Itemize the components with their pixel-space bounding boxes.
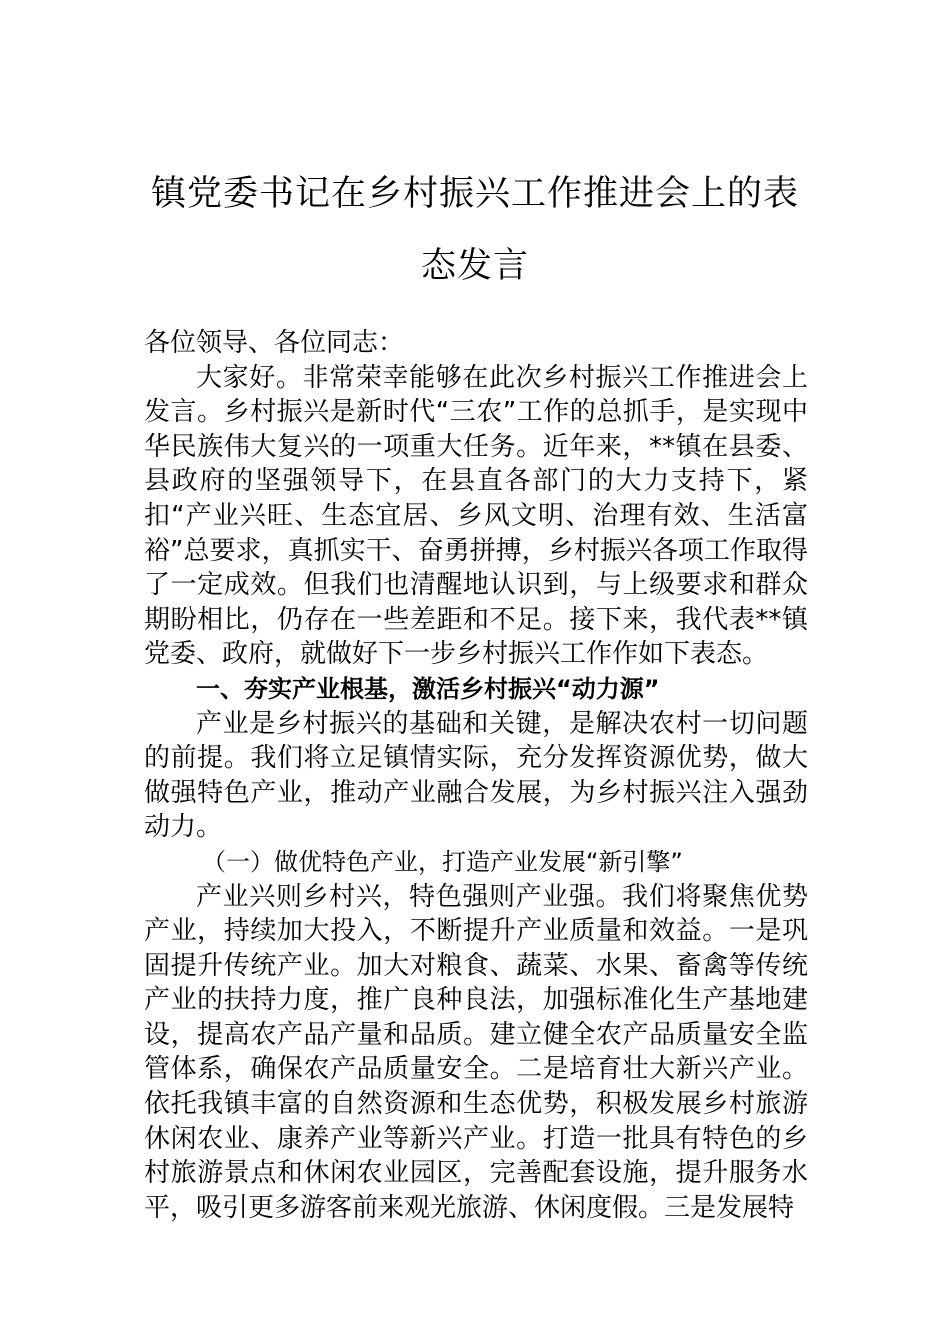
salutation: 各位领导、各位同志： <box>144 328 405 358</box>
document-body <box>144 326 808 1225</box>
paragraph-intro: 大家好。非常荣幸能够在此次乡村振兴工作推进会上发言。乡村振兴是新时代“三农”工作的总抓手，是实现中华民族伟大复兴的一项重大任务。近年来，**镇在县委、县政府的坚强领导下，在县直各部门的大力支持下，紧扣“产业兴旺、生态宜居、乡风文明、治理有效、生活富裕”总要求，真抓实干、奋勇拼搏，乡村振兴各项工作取得了一定成效。但我们也清醒地认识到，与上级要求和群众期盼相比，仍存在一些差距和不足。接下来，我代表**镇党委、政府，就做好下一步乡村振兴工作作如下表态。 <box>144 362 808 670</box>
paragraph-subsection-1-1: 产业兴则乡村兴，特色强则产业强。我们将聚焦优势产业，持续加大投入，不断提升产业质量和效益。一是巩固提升传统产业。加大对粮食、蔬菜、水果、畜禽等传统产业的扶持力度，推广良种良法，加强标准化生产基地建设，提高农产品产量和品质。建立健全农产品质量安全监管体系，确保农产品质量安全。二是培育壮大新兴产业。依托我镇丰富的自然资源和生态优势，积极发展乡村旅游休闲农业、康养产业等新兴产业。打造一批具有特色的乡村旅游景点和休闲农业园区，完善配套设施，提升服务水平，吸引更多游客前来观光旅游、休闲度假。三是发展特 <box>144 881 808 1223</box>
document-title-line-2: 态发言 <box>420 246 529 286</box>
section-heading-1: 一、夯实产业根基，激活乡村振兴“动力源” <box>196 674 660 703</box>
document-title-line-1: 镇党委书记在乡村振兴工作推进会上的表 <box>150 174 799 214</box>
paragraph-section-1: 产业是乡村振兴的基础和关键，是解决农村一切问题的前提。我们将立足镇情实际，充分发挥资源优势，做大做强特色产业，推动产业融合发展，为乡村振兴注入强劲动力。 <box>144 708 808 843</box>
subsection-heading-1-1: （一）做优特色产业，打造产业发展“新引擎” <box>202 847 683 876</box>
